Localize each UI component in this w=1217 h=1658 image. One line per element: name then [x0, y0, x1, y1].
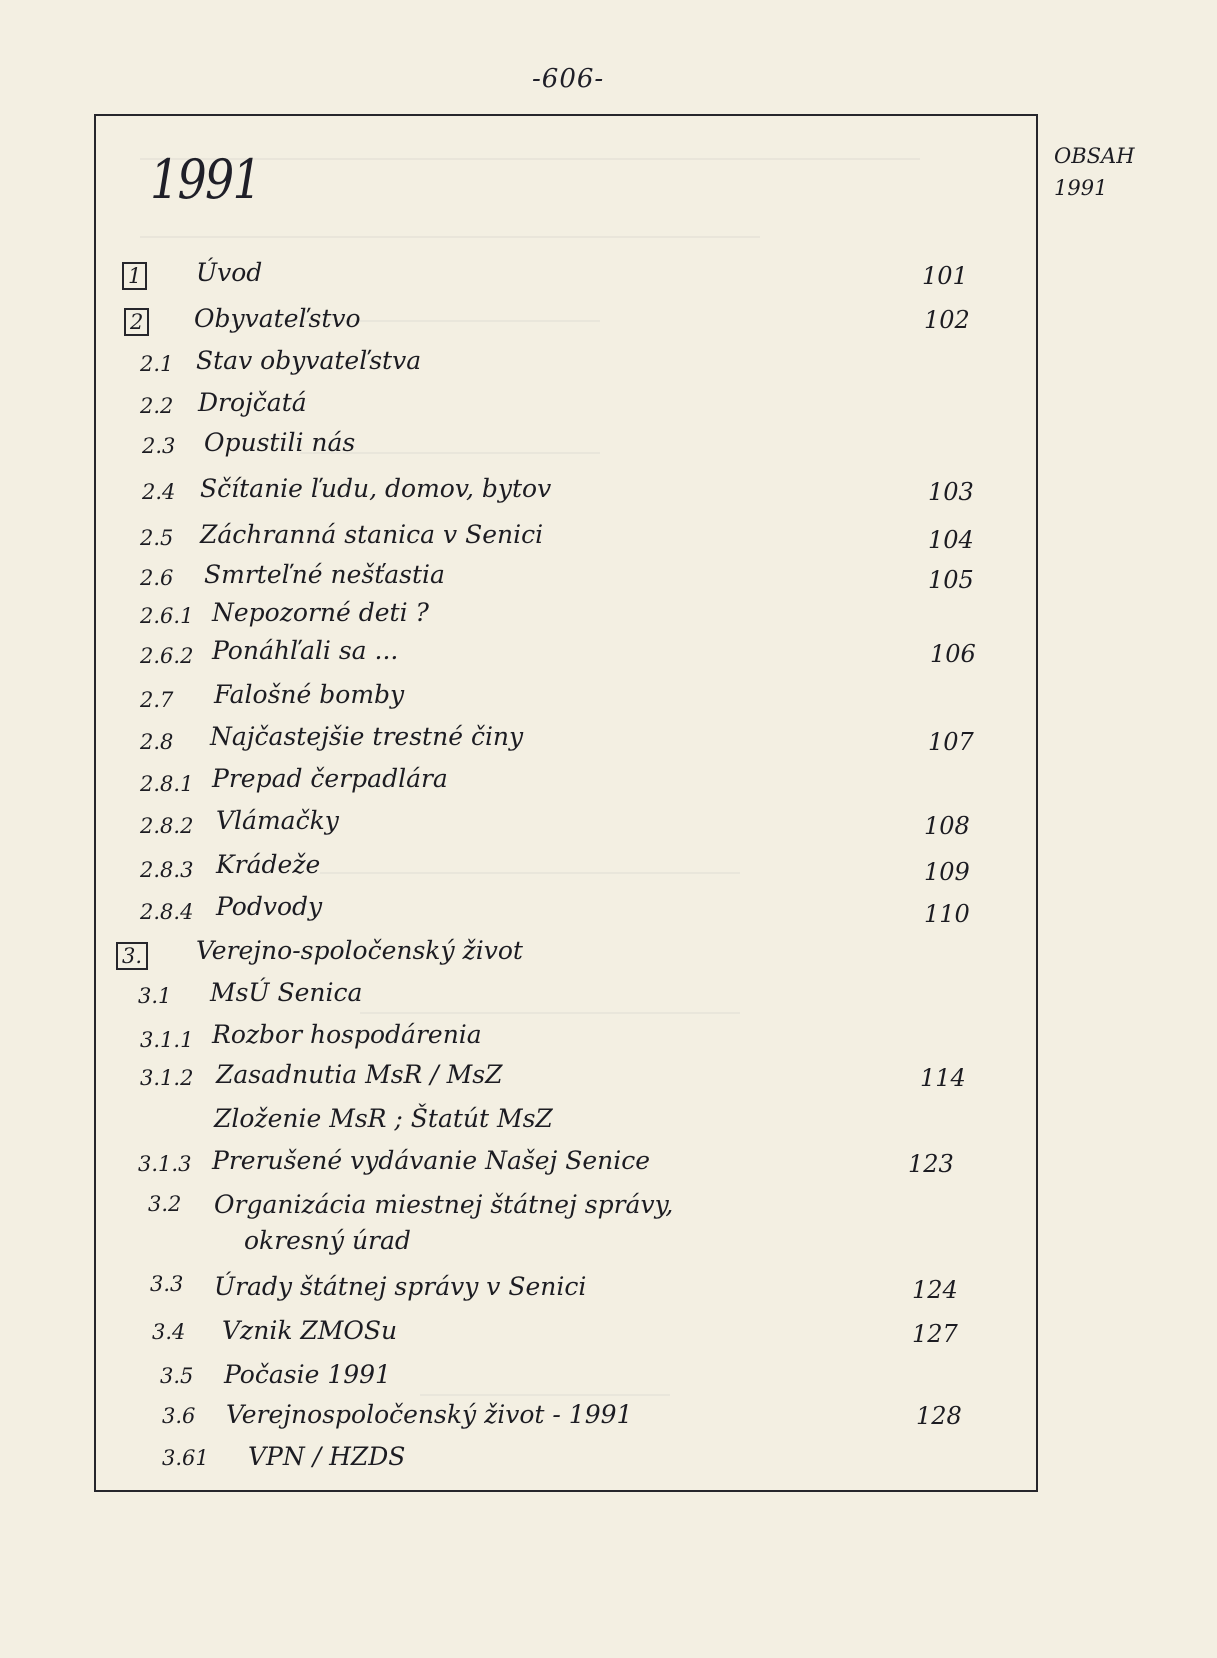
entry-number: 2.8.2: [140, 814, 194, 838]
entry-number: 2.3: [142, 434, 176, 458]
entry-title: Obyvateľstvo: [194, 304, 361, 333]
entry-page: 108: [924, 812, 970, 840]
side-note-year: 1991: [1054, 176, 1108, 200]
entry-title: Verejnospoločenský život - 1991: [226, 1400, 633, 1429]
entry-page: 123: [908, 1150, 954, 1178]
entry-page: 104: [928, 526, 974, 554]
entry-title: Rozbor hospodárenia: [212, 1020, 482, 1049]
entry-number: 2.7: [140, 688, 174, 712]
entry-number: 2.6.1: [140, 604, 194, 628]
entry-title: Verejno-spoločenský život: [196, 936, 523, 965]
side-note-title: OBSAH: [1054, 144, 1135, 168]
entry-page: 128: [916, 1402, 962, 1430]
entry-number: 2.5: [140, 526, 174, 550]
entry-page: 106: [930, 640, 976, 668]
entry-page: 127: [912, 1320, 958, 1348]
entry-number: 2.8.3: [140, 858, 194, 882]
entry-page: 103: [928, 478, 974, 506]
entry-number: 2.6: [140, 566, 174, 590]
entry-number: 2.1: [140, 352, 174, 376]
page-number: -606-: [532, 64, 605, 94]
entry-number: 3.: [116, 942, 148, 970]
entry-page: 101: [922, 262, 968, 290]
entry-title-continuation: okresný úrad: [244, 1226, 411, 1255]
entry-number: 3.61: [162, 1446, 209, 1470]
entry-title: Záchranná stanica v Senici: [200, 520, 544, 549]
entry-page: 114: [920, 1064, 966, 1092]
entry-title: Vznik ZMOSu: [222, 1316, 398, 1345]
entry-title: Úrady štátnej správy v Senici: [214, 1272, 587, 1301]
entry-number: 2.8.1: [140, 772, 194, 796]
entry-number: 3.1: [138, 984, 172, 1008]
entry-number: 3.2: [148, 1192, 182, 1216]
entry-number: 2.2: [140, 394, 174, 418]
entry-title: Organizácia miestnej štátnej správy,: [214, 1190, 674, 1219]
entry-page: 109: [924, 858, 970, 886]
entry-number: 2.6.2: [140, 644, 194, 668]
entry-number: 3.1.2: [140, 1066, 194, 1090]
entry-title: Sčítanie ľudu, domov, bytov: [200, 474, 552, 503]
entry-number: 2.8: [140, 730, 174, 754]
side-note: [1054, 140, 1135, 204]
entry-number: 3.3: [150, 1272, 184, 1296]
entry-number: 2.8.4: [140, 900, 194, 924]
entry-title: Nepozorné deti ?: [212, 598, 429, 627]
entry-title: MsÚ Senica: [210, 978, 363, 1007]
entry-title: VPN / HZDS: [248, 1442, 406, 1471]
entry-number: 1: [122, 262, 147, 290]
entry-title: Falošné bomby: [214, 680, 405, 709]
entry-title: Vlámačky: [216, 806, 339, 835]
entry-title: Opustili nás: [204, 428, 356, 457]
entry-title: Úvod: [196, 258, 263, 287]
entry-title: Stav obyvateľstva: [196, 346, 422, 375]
entry-number: 3.4: [152, 1320, 186, 1344]
entry-title: Najčastejšie trestné činy: [210, 722, 524, 751]
entry-title: Ponáhľali sa ...: [212, 636, 399, 665]
entry-title: Podvody: [216, 892, 323, 921]
entry-title: Drojčatá: [198, 388, 307, 417]
entry-title: Zasadnutia MsR / MsZ: [216, 1060, 503, 1089]
entry-page: 102: [924, 306, 970, 334]
entry-number: 3.1.1: [140, 1028, 194, 1052]
entry-number: 3.6: [162, 1404, 196, 1428]
entry-page: 107: [928, 728, 974, 756]
entry-number: 3.5: [160, 1364, 194, 1388]
entry-number: 2.4: [142, 480, 176, 504]
entry-page: 124: [912, 1276, 958, 1304]
entry-page: 105: [928, 566, 974, 594]
entry-page: 110: [924, 900, 970, 928]
entry-number: 2: [124, 308, 149, 336]
entry-title: Počasie 1991: [224, 1360, 391, 1389]
entry-number: 3.1.3: [138, 1152, 192, 1176]
entry-title: Smrteľné nešťastia: [204, 560, 445, 589]
entry-title: Prepad čerpadlára: [212, 764, 448, 793]
entry-title: Prerušené vydávanie Našej Senice: [212, 1146, 651, 1175]
entry-title-continuation: Zloženie MsR ; Štatút MsZ: [214, 1104, 553, 1133]
entry-title: Krádeže: [216, 850, 321, 879]
year-title: 1991: [150, 148, 261, 211]
